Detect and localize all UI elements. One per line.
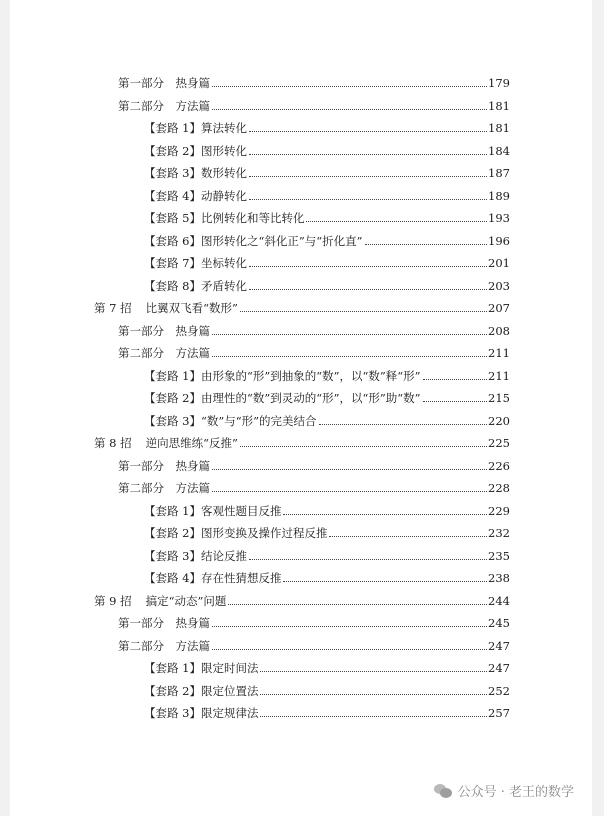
toc-entry-text: 第一部分 热身篇 xyxy=(118,616,210,630)
toc-method-entry xyxy=(144,543,510,563)
toc-entry-title xyxy=(118,99,210,113)
toc-page-number: 220 xyxy=(488,413,510,428)
dot-leader xyxy=(212,356,487,357)
dot-leader xyxy=(212,491,487,492)
toc-entry-text: 【套路 4】动静转化 xyxy=(144,188,247,203)
toc-method-entry xyxy=(144,678,510,698)
toc-entry-title xyxy=(118,639,210,653)
dot-leader xyxy=(249,559,487,560)
toc-entry-text: 第一部分 热身篇 xyxy=(118,458,210,473)
toc-entry-text: 【套路 8】矛盾转化 xyxy=(144,278,247,293)
toc-page-number: 211 xyxy=(488,368,510,383)
toc-entry-title xyxy=(144,369,421,383)
dot-leader xyxy=(423,379,488,380)
toc-chapter-entry xyxy=(94,295,510,315)
toc-entry-text: 第二部分 方法篇 xyxy=(118,98,210,113)
toc-page-number: 207 xyxy=(488,301,510,315)
toc-entry-text: 【套路 2】图形转化 xyxy=(144,143,247,158)
toc-page-number: 208 xyxy=(488,323,510,338)
toc-page-number: 244 xyxy=(488,593,510,608)
toc-entry-title xyxy=(144,504,281,518)
toc-page-number: 181 xyxy=(488,98,510,113)
toc-page-number: 225 xyxy=(488,436,510,450)
toc-chapter-entry xyxy=(94,430,510,450)
toc-entry-title xyxy=(118,346,210,360)
dot-leader xyxy=(365,244,488,245)
toc-entry-text: 【套路 1】算法转化 xyxy=(144,121,247,135)
dot-leader xyxy=(260,671,487,672)
toc-entry-title xyxy=(144,211,304,225)
wechat-icon xyxy=(434,783,452,799)
toc-page-number: 226 xyxy=(488,458,510,473)
dot-leader xyxy=(249,176,487,177)
toc-page-number: 247 xyxy=(488,661,510,675)
dot-leader xyxy=(212,649,487,650)
toc-method-entry xyxy=(144,520,510,540)
dot-leader xyxy=(249,266,487,267)
toc-part-entry xyxy=(118,610,510,630)
toc-chapter-number: 第 9 招 xyxy=(94,593,132,608)
dot-leader xyxy=(249,289,487,290)
toc-entry-title xyxy=(144,391,421,405)
dot-leader xyxy=(212,334,487,335)
toc-entry-text: 逆向思维练“反推” xyxy=(145,436,238,450)
toc-entry-title xyxy=(144,256,247,270)
toc-entry-title xyxy=(118,616,210,630)
toc-page-number: 229 xyxy=(488,503,510,518)
toc-page-number: 245 xyxy=(488,616,510,630)
toc-entry-text: 搞定“动态”问题 xyxy=(145,593,227,608)
toc-method-entry xyxy=(144,138,510,158)
toc-part-entry xyxy=(118,453,510,473)
document-page xyxy=(10,0,592,816)
toc-entry-text: 【套路 3】数形转化 xyxy=(144,166,247,180)
toc-entry-text: 【套路 1】客观性题目反推 xyxy=(144,503,282,518)
toc-entry-title xyxy=(144,189,247,203)
watermark-text: 公众号 · 老王的数学 xyxy=(457,785,574,800)
toc-entry-title xyxy=(144,549,247,563)
toc-entry-text: 第二部分 方法篇 xyxy=(118,346,210,360)
toc-entry-text: 第一部分 热身篇 xyxy=(118,323,210,338)
dot-leader xyxy=(283,514,487,515)
toc-entry-text: 比翼双飞看“数形” xyxy=(145,301,238,315)
dot-leader xyxy=(329,536,487,537)
toc-method-entry xyxy=(144,205,510,225)
toc-page-number: 203 xyxy=(488,278,510,293)
toc-part-entry xyxy=(118,633,510,653)
toc-method-entry xyxy=(144,363,510,383)
toc-entry-title xyxy=(144,279,247,293)
dot-leader xyxy=(249,154,487,155)
dot-leader xyxy=(319,424,488,425)
toc-entry-text: 【套路 2】限定位置法 xyxy=(144,683,259,698)
toc-entry-title xyxy=(144,234,363,248)
toc-entry-title xyxy=(144,706,258,720)
toc-page-number: 235 xyxy=(488,548,510,563)
toc-page-number: 181 xyxy=(488,121,510,135)
toc-page-number: 184 xyxy=(488,143,510,158)
dot-leader xyxy=(212,469,487,470)
toc-method-entry xyxy=(144,655,510,675)
toc-entry-text: 【套路 6】图形转化之“斜化正”与“折化直” xyxy=(144,233,363,248)
toc-entry-title xyxy=(118,481,210,495)
dot-leader xyxy=(260,694,487,695)
toc-entry-text: 【套路 2】图形变换及操作过程反推 xyxy=(144,526,328,540)
toc-entry-title xyxy=(94,436,238,450)
toc-entry-text: 【套路 1】由形象的“形”到抽象的“数”，以“数”释“形” xyxy=(144,368,421,383)
toc-entry-title xyxy=(144,661,258,675)
dot-leader xyxy=(306,221,487,222)
toc-entry-title xyxy=(144,526,327,540)
toc-entry-title xyxy=(118,459,210,473)
toc-method-entry xyxy=(144,408,510,428)
toc-chapter-number: 第 8 招 xyxy=(94,436,132,450)
toc-entry-title xyxy=(118,324,210,338)
toc-page-number: 211 xyxy=(488,346,510,360)
dot-leader xyxy=(212,86,487,87)
toc-method-entry xyxy=(144,228,510,248)
dot-leader xyxy=(249,199,487,200)
toc-page-number: 247 xyxy=(488,638,510,653)
toc-entry-text: 第二部分 方法篇 xyxy=(118,481,210,495)
dot-leader xyxy=(283,581,487,582)
toc-part-entry xyxy=(118,93,510,113)
toc-entry-text: 第二部分 方法篇 xyxy=(118,638,210,653)
toc-entry-text: 【套路 3】“数”与“形”的完美结合 xyxy=(144,413,317,428)
toc-method-entry xyxy=(144,273,510,293)
toc-page-number: 238 xyxy=(488,571,510,585)
toc-page-number: 193 xyxy=(488,211,510,225)
toc-method-entry xyxy=(144,565,510,585)
toc-chapter-entry xyxy=(94,588,510,608)
toc-page-number: 196 xyxy=(488,233,510,248)
watermark xyxy=(434,781,574,800)
toc-method-entry xyxy=(144,700,510,720)
toc-entry-text: 【套路 7】坐标转化 xyxy=(144,256,247,270)
toc-page-number: 228 xyxy=(488,481,510,495)
toc-entry-title xyxy=(118,76,210,90)
toc-entry-text: 【套路 5】比例转化和等比转化 xyxy=(144,211,305,225)
toc-entry-text: 【套路 4】存在性猜想反推 xyxy=(144,571,282,585)
toc-entry-text: 【套路 3】限定规律法 xyxy=(144,706,259,720)
toc-page-number: 187 xyxy=(488,166,510,180)
toc-entry-title xyxy=(94,301,238,315)
toc-page-number: 201 xyxy=(488,256,510,270)
toc-entry-title xyxy=(144,166,247,180)
toc-entry-title xyxy=(144,684,258,698)
toc-chapter-number: 第 7 招 xyxy=(94,301,132,315)
dot-leader xyxy=(423,401,488,402)
dot-leader xyxy=(249,131,487,132)
toc-page-number: 179 xyxy=(488,76,510,90)
dot-leader xyxy=(228,604,487,605)
toc-method-entry xyxy=(144,498,510,518)
toc-entry-title xyxy=(144,144,247,158)
toc-page-number: 232 xyxy=(488,526,510,540)
dot-leader xyxy=(212,626,487,627)
toc-entry-title xyxy=(144,571,281,585)
toc-entry-text: 【套路 3】结论反推 xyxy=(144,548,247,563)
toc-entry-text: 【套路 2】由理性的“数”到灵动的“形”，以“形”助“数” xyxy=(144,391,421,405)
toc-entry-title xyxy=(144,414,317,428)
toc-part-entry xyxy=(118,340,510,360)
toc-page-number: 257 xyxy=(488,706,510,720)
toc-part-entry xyxy=(118,318,510,338)
toc-method-entry xyxy=(144,160,510,180)
toc-part-entry xyxy=(118,70,510,90)
toc-entry-text: 第一部分 热身篇 xyxy=(118,76,210,90)
toc-page-number: 189 xyxy=(488,188,510,203)
toc-page-number: 215 xyxy=(488,391,510,405)
toc-entry-text: 【套路 1】限定时间法 xyxy=(144,661,259,675)
toc-method-entry xyxy=(144,250,510,270)
toc-entry-title xyxy=(94,594,226,608)
toc-method-entry xyxy=(144,115,510,135)
toc-method-entry xyxy=(144,183,510,203)
dot-leader xyxy=(240,311,487,312)
dot-leader xyxy=(212,109,487,110)
toc-method-entry xyxy=(144,385,510,405)
toc-entry-title xyxy=(144,121,247,135)
dot-leader xyxy=(260,716,487,717)
toc-page-number: 252 xyxy=(488,683,510,698)
toc-part-entry xyxy=(118,475,510,495)
dot-leader xyxy=(240,446,487,447)
